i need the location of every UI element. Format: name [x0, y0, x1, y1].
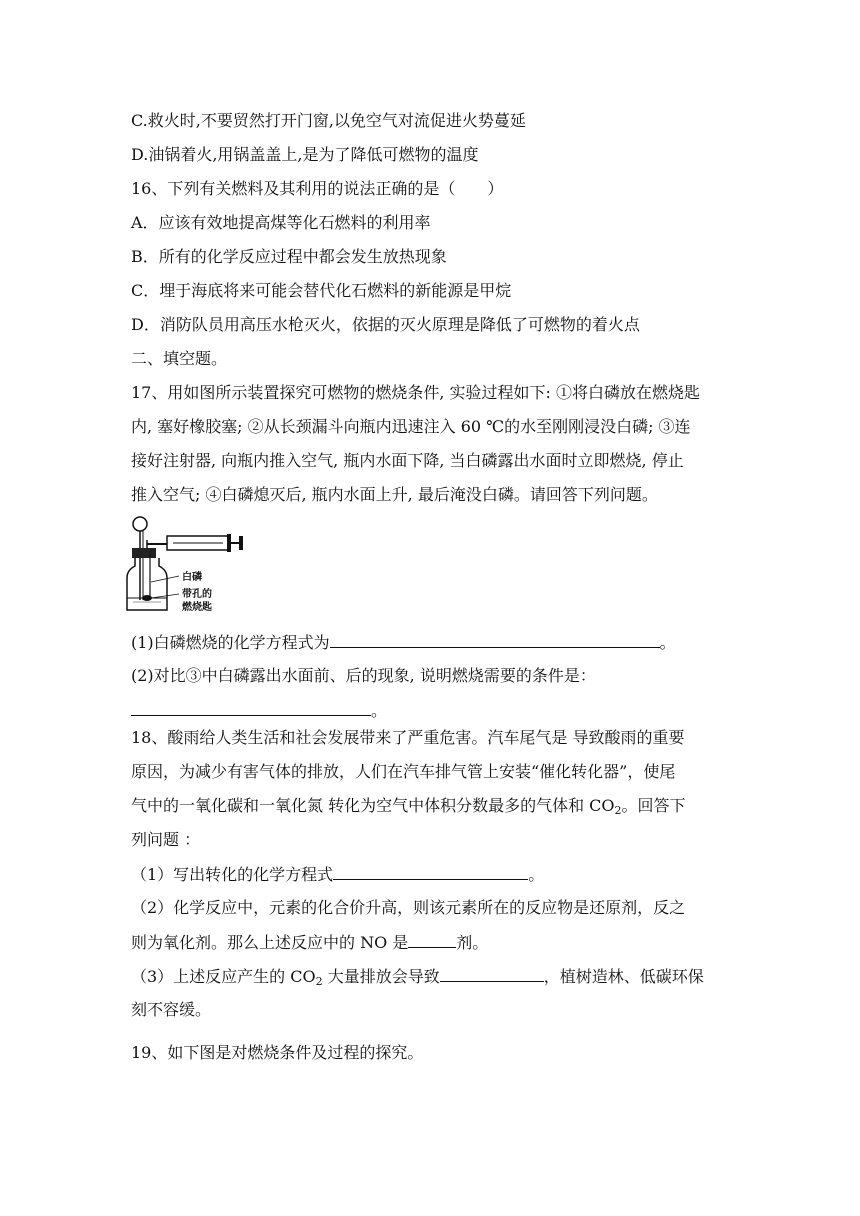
q17-answer-blank-2[interactable]	[131, 699, 371, 716]
section-heading: 二、填空题。	[131, 349, 228, 368]
q18-line-3	[131, 795, 686, 817]
figure-label-white-phosphorus: 白磷	[182, 572, 202, 583]
q17-line-4: 推入空气; ④白磷熄灭后, 瓶内水面上升, 最后淹没白磷。请回答下列问题。	[131, 485, 658, 504]
q17-sub-1-text: (1)白磷燃烧的化学方程式为	[131, 633, 330, 652]
q16-option-b: B．所有的化学反应过程中都会发生放热现象	[131, 247, 447, 266]
q18-sub-3-end: ，植树造林、低碳环保	[543, 967, 704, 986]
q18-sub-1-text: （1）写出转化的化学方程式	[131, 865, 334, 884]
q18-answer-blank-1[interactable]	[333, 863, 528, 880]
apparatus-figure	[123, 514, 245, 616]
q16-option-c: C．埋于海底将来可能会替代化石燃料的新能源是甲烷	[131, 281, 512, 300]
q18-sub-3-text: （3）上述反应产生的 CO	[131, 967, 316, 986]
q17-line-2: 内, 塞好橡胶塞; ②从长颈漏斗向瓶内迅速注入 60 ℃的水至刚刚浸没白磷; ③连	[131, 417, 691, 436]
q18-sub-2-line-2	[131, 931, 488, 954]
q17-sub-2: (2)对比③中白磷露出水面前、后的现象, 说明燃烧需要的条件是：	[131, 666, 596, 685]
q15-option-c: C.救火时,不要贸然打开门窗,以免空气对流促进火势蔓延	[131, 111, 526, 130]
q16-stem: 16、下列有关燃料及其利用的说法正确的是（ ）	[131, 179, 504, 198]
q18-sub-3-co2-subscript: 2	[315, 975, 323, 988]
q16-option-d: D．消防队员用高压水枪灭火，依据的灭火原理是降低了可燃物的着火点	[131, 315, 640, 334]
q18-line-1: 18、酸雨给人类生活和社会发展带来了严重危害。汽车尾气是 导致酸雨的重要	[131, 728, 685, 747]
q17-line-1: 17、用如图所示装置探究可燃物的燃烧条件, 实验过程如下: ①将白磷放在燃烧匙	[131, 383, 701, 402]
q16-option-a: A．应该有效地提高煤等化石燃料的利用率	[131, 213, 431, 232]
q17-sub-2-end: 。	[371, 701, 388, 720]
q18-sub-1-end: 。	[528, 865, 545, 884]
q18-line-4: 列问题 ：	[131, 830, 201, 849]
q18-sub-3-middle: 大量排放会导致	[322, 967, 440, 986]
figure-label-spoon-2: 燃烧匙	[182, 602, 212, 613]
q17-sub-2-blank-line	[131, 699, 387, 722]
q18-sub-3	[131, 965, 704, 988]
q18-sub-2-end: 剂。	[456, 933, 489, 952]
q17-answer-blank-1[interactable]	[330, 631, 660, 648]
q18-sub-1	[131, 863, 544, 886]
q17-line-3: 接好注射器, 向瓶内推入空气, 瓶内水面下降, 当白磷露出水面时立即燃烧, 停止	[131, 451, 684, 470]
q15-option-d: D.油锅着火,用锅盖盖上,是为了降低可燃物的温度	[131, 145, 479, 164]
q18-sub-2-text: 则为氧化剂。那么上述反应中的 NO 是	[131, 933, 409, 952]
figure-label-spoon-1: 带孔的	[182, 589, 212, 600]
q18-co2-subscript: 2	[614, 804, 622, 817]
q18-line-2: 原因，为减少有害气体的排放，人们在汽车排气管上安装“催化转化器”，使尾	[131, 762, 676, 781]
q17-sub-1-end: 。	[659, 633, 676, 652]
q18-sub-3-line-2: 刻不容缓。	[131, 1000, 212, 1019]
q17-sub-1	[131, 631, 676, 654]
q18-line-3-text: 气中的一氧化碳和一氧化氮 转化为空气中体积分数最多的气体和 CO	[131, 796, 615, 815]
q18-answer-blank-3[interactable]	[440, 965, 544, 982]
q19-stem: 19、如下图是对燃烧条件及过程的探究。	[131, 1043, 424, 1062]
q18-answer-blank-2[interactable]	[408, 931, 456, 948]
q18-line-3-end: 。回答下	[621, 796, 686, 815]
q18-sub-2-line-1: （2）化学反应中，元素的化合价升高，则该元素所在的反应物是还原剂，反之	[131, 898, 686, 917]
